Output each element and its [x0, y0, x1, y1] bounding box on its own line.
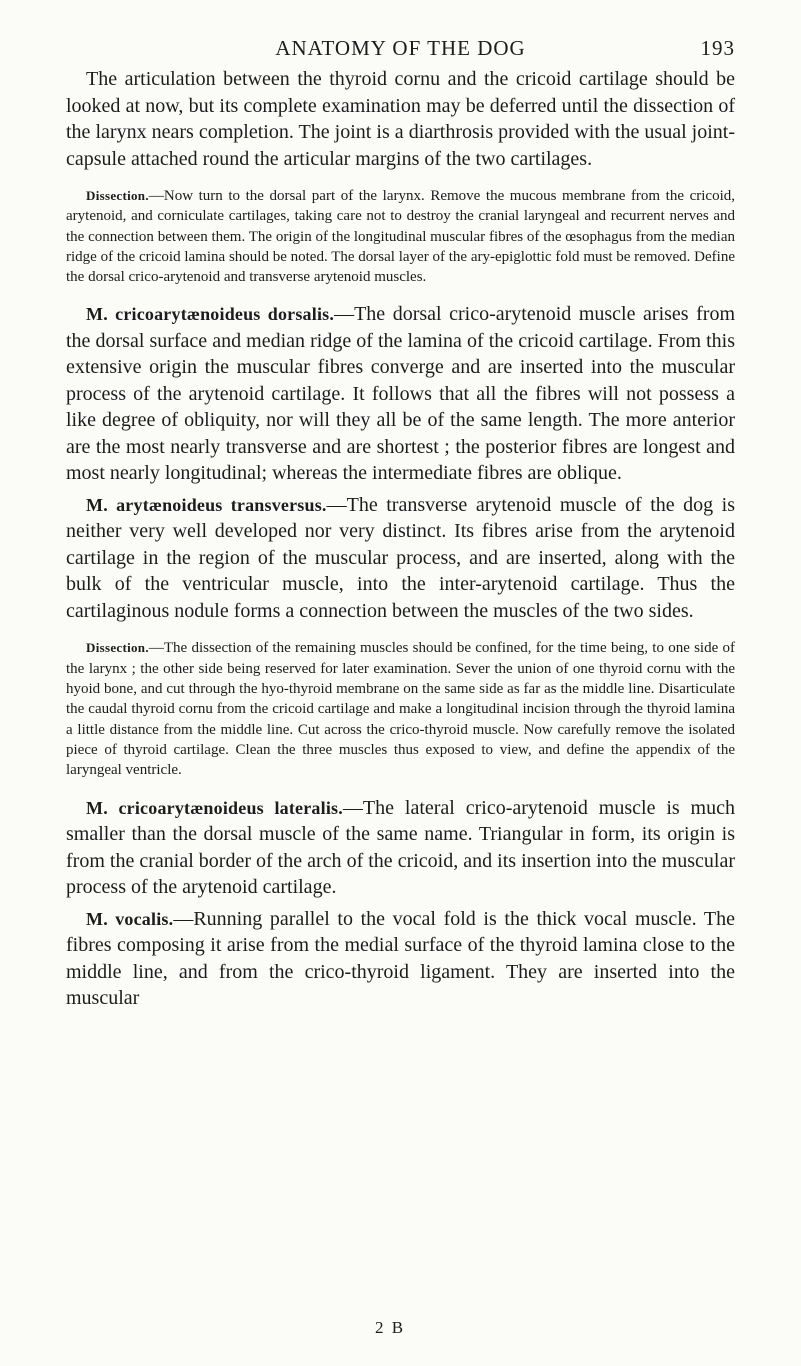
paragraph-vocalis	[66, 906, 735, 1012]
paragraph-text: The articulation between the thyroid cornu and the cricoid cartilage should be looked at now, but its complete examination may be deferred until the dissection of the larynx nears completion. The joint is a diarthrosis provided with the usual joint-capsule attached round the articular margins of the two cartilages.	[66, 68, 735, 170]
paragraph-dissection-remaining	[66, 638, 735, 780]
paragraph-text: —Running parallel to the vocal fold is the thick vocal muscle. The fibres composing it arise from the medial surface of the thyroid lamina close to the middle line, and from the crico-thyroid ligament. They are inserted into the muscular	[66, 907, 735, 1010]
running-head	[66, 30, 735, 66]
paragraph-text: —The lateral crico-arytenoid muscle is much smaller than the dorsal muscle of the same name. Triangular in form, its origin is from the cranial border of the arch of the cricoid, and its insertion into the muscular process of the arytenoid cartilage.	[66, 796, 735, 899]
page-number: 193	[700, 36, 735, 60]
signature-mark: 2 B	[375, 1318, 406, 1337]
paragraph-text: —The dissection of the remaining muscles should be confined, for the time being, to one side of the larynx ; the other side being reserved for later examination. Sever the union of one thyroid cornu with the hyoid bone, and cut through the hyo-thyroid membrane on the same side as far as the middle line. Disarticulate the caudal thyroid cornu from the cricoid cartilage and make a longitudinal incision through the thyroid lamina a little distance from the middle line. Cut across the crico-thyroid muscle. Now carefully remove the isolated piece of thyroid cartilage. Clean the three muscles thus exposed to view, and define the appendix of the laryngeal ventricle.	[66, 640, 735, 779]
paragraph-cricoarytaenoideus-dorsalis	[66, 301, 735, 487]
paragraph-text: —The transverse arytenoid muscle of the dog is neither very well developed nor very distinct. Its fibres arise from the arytenoid cartilage in the region of the muscular process, and are inserted, along with the bulk of the ventricular muscle, into the inter-arytenoid cartilage. Thus the cartilaginous nodule forms a connection between the muscles of the two sides.	[66, 493, 735, 622]
muscle-heading: M. cricoarytænoideus dorsalis.	[86, 304, 335, 325]
muscle-heading: M. arytænoideus transversus.	[86, 494, 327, 515]
muscle-heading: M. vocalis.	[86, 908, 174, 929]
paragraph-text: —The dorsal crico-arytenoid muscle arises from the dorsal surface and median ridge of the lamina of the cricoid cartilage. From this extensive origin the muscular fibres converge and are inserted into the muscular process of the arytenoid cartilage. It follows that all the fibres will not possess a like degree of obliquity, nor will they all be of the same length. The more anterior are the most nearly transverse and are shortest ; the posterior fibres are longest and most nearly longitudinal; whereas the intermediate fibres are oblique.	[66, 303, 735, 485]
paragraph-articulation	[66, 66, 735, 172]
paragraph-cricoarytaenoideus-lateralis	[66, 795, 735, 901]
paragraph-arytaenoideus-transversus	[66, 492, 735, 625]
dissection-heading: Dissection.	[86, 188, 149, 203]
muscle-heading: M. cricoarytænoideus lateralis.	[86, 797, 343, 818]
book-page	[66, 30, 735, 1012]
dissection-heading: Dissection.	[86, 640, 149, 656]
paragraph-dissection-dorsal	[66, 186, 735, 287]
running-title: ANATOMY OF THE DOG	[275, 36, 526, 60]
paragraph-text: —Now turn to the dorsal part of the larynx. Remove the mucous membrane from the cricoid, arytenoid, and corniculate cartilages, taking care not to destroy the cranial laryngeal and recurrent nerves and the connection between them. The origin of the longitudinal muscular fibres of the œsophagus from the median ridge of the cricoid lamina should be noted. The dorsal layer of the ary-epiglottic fold must be removed. Define the dorsal crico-arytenoid and transverse arytenoid muscles.	[66, 188, 735, 286]
